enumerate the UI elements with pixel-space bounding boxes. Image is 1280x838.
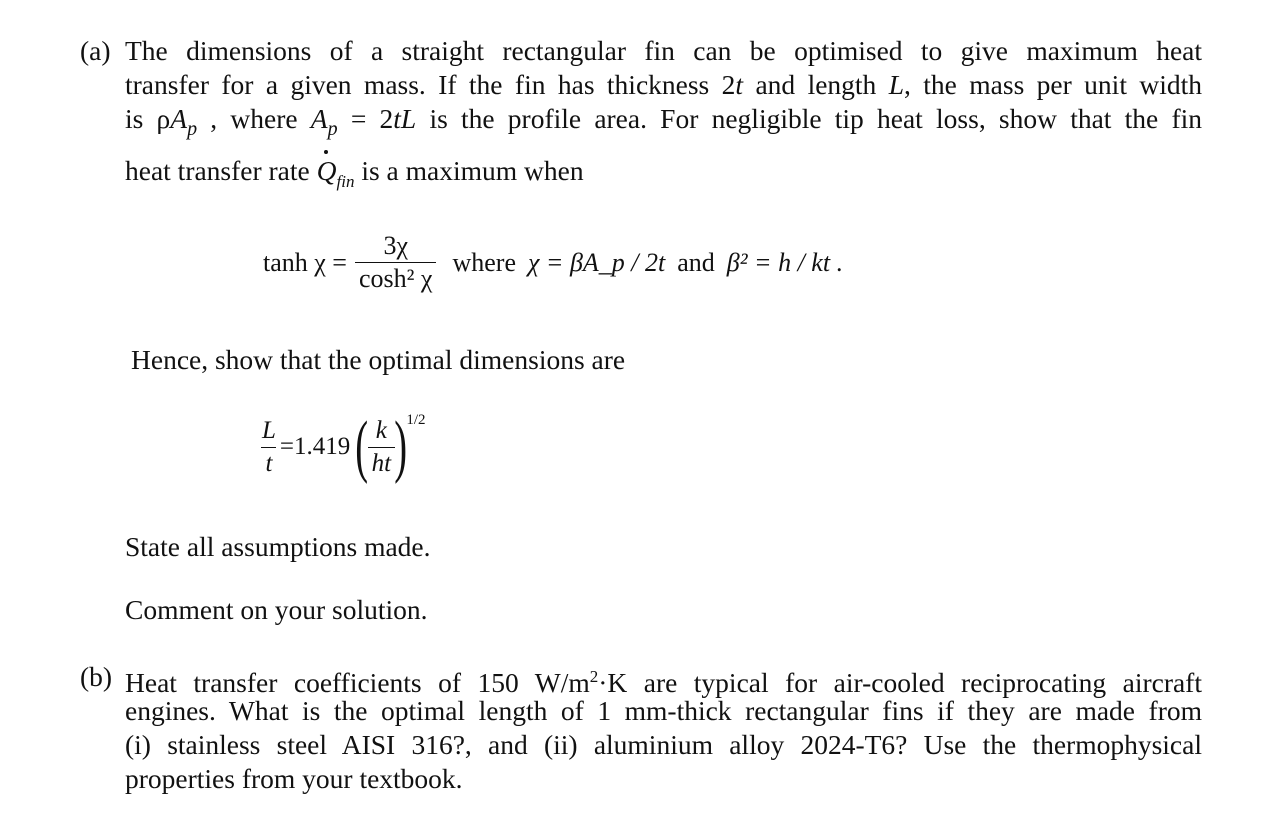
- subscript-p: p: [327, 118, 338, 140]
- text-segment: is the profile area. For negligible tip heat loss, show that the fin: [416, 103, 1202, 134]
- var-t: t: [735, 69, 744, 100]
- part-a-line-4: [125, 154, 1202, 200]
- text-segment: and length: [743, 69, 889, 100]
- part-a-line-2: [125, 68, 1202, 103]
- var-Q-dot: Q: [317, 154, 337, 189]
- inner-fraction: [368, 415, 395, 480]
- equation-optimal: [258, 408, 426, 485]
- text-segment: ·K are typical for air-cooled reciprocating aircraft: [598, 667, 1202, 699]
- text-segment: transfer for a given mass. If the fin has thickness 2: [125, 69, 736, 100]
- where-text: where: [452, 247, 516, 277]
- text-segment: is a maximum when: [354, 155, 584, 186]
- text-segment: (i) stainless steel AISI 316?, and (ii) aluminium alloy 2024-T6? Use the thermophysical: [125, 729, 1202, 760]
- var-L: L: [888, 69, 904, 100]
- text-segment: heat transfer rate: [125, 155, 317, 186]
- var-A: A: [170, 103, 188, 134]
- equation-tanh: [263, 230, 843, 295]
- subscript-fin: fin: [336, 172, 355, 191]
- lhs-numerator: L: [262, 416, 276, 444]
- inner-denominator: ht: [368, 447, 395, 480]
- text-segment: properties from your textbook.: [125, 763, 463, 794]
- part-a-line-3: [125, 102, 1202, 147]
- lhs-denominator: t: [261, 447, 276, 480]
- part-b-label: (b): [80, 661, 113, 692]
- text-segment: engines. What is the optimal length of 1 mm-thick rectangular fins if they are made from: [125, 695, 1202, 726]
- comment-text: Comment on your solution.: [125, 594, 428, 625]
- coefficient: =1.419: [279, 433, 351, 460]
- part-b-line-3: [125, 728, 1202, 763]
- equation-lhs: tanh χ =: [263, 247, 347, 277]
- hence-text: Hence, show that the optimal dimensions are: [131, 344, 626, 375]
- fraction-numerator: 3χ: [383, 231, 408, 260]
- exponent: 1/2: [406, 412, 426, 428]
- text-segment: Heat transfer coefficients of 150 W/m: [125, 667, 590, 699]
- part-a-line-1-text: The dimensions of a straight rectangular fin can be optimised to give maximum heat: [125, 35, 1202, 66]
- part-a-label: (a): [80, 35, 111, 66]
- subscript-p: p: [187, 118, 198, 140]
- and-text: and: [677, 247, 715, 277]
- text-segment: = 2: [337, 103, 394, 134]
- superscript-2: 2: [589, 667, 599, 686]
- fraction-denominator: cosh² χ: [355, 262, 437, 295]
- right-paren: ): [394, 408, 408, 485]
- lhs-fraction: [258, 415, 280, 480]
- text-segment: , where: [197, 103, 311, 134]
- state-assumptions-text: State all assumptions made.: [125, 531, 431, 562]
- text-segment: , the mass per unit width: [904, 69, 1202, 100]
- text-segment: is ρ: [125, 103, 171, 134]
- left-paren: (: [355, 408, 369, 485]
- equation-fraction: [355, 230, 437, 295]
- part-a-line-1: [125, 34, 1202, 69]
- var-A: A: [310, 103, 328, 134]
- part-b-line-2: [125, 694, 1202, 729]
- var-tL: tL: [393, 103, 417, 134]
- inner-numerator: k: [375, 416, 387, 444]
- chi-definition: χ = βA_p / 2t: [527, 247, 666, 277]
- beta-definition: β² = h / kt .: [726, 247, 844, 277]
- part-b-line-4: [125, 762, 1202, 797]
